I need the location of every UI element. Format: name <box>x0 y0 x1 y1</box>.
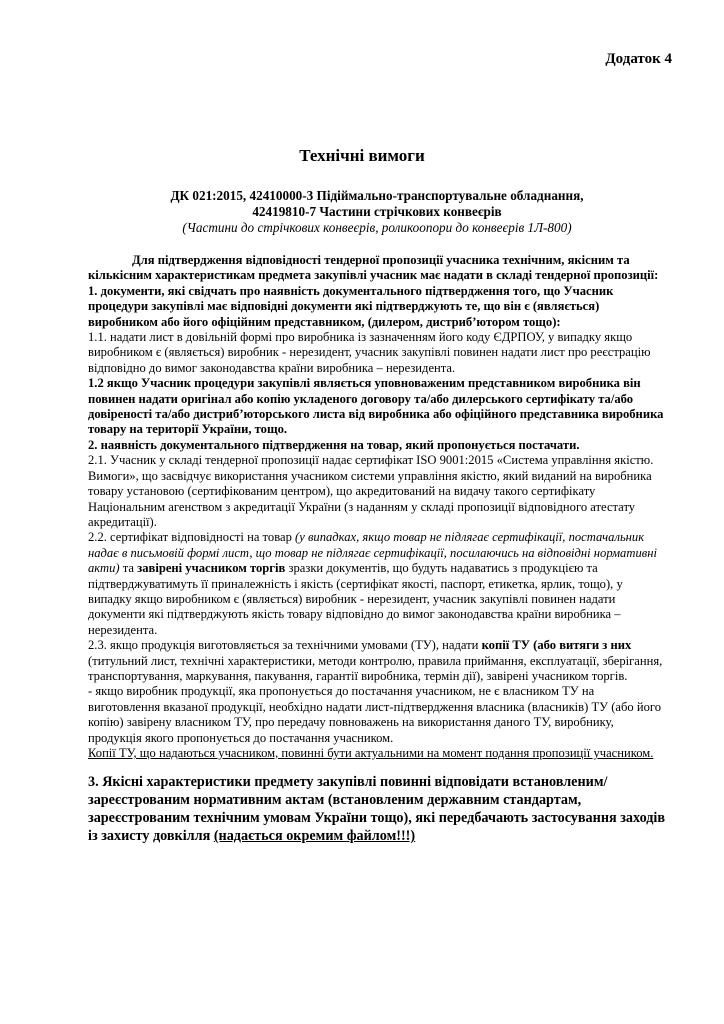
paragraph-1-1: 1.1. надати лист в довільній формі про виробника із зазначенням його коду ЄДРПОУ, у випадку якщо виробником є (являється) виробник - нерезидент, учасник закупівлі повинен надати лист про реєстрацію відповідно до вимог законодавства країни виробника – нерезидента. <box>88 330 651 375</box>
paragraph-2-2-text-a: 2.2. сертифікат відповідності на товар <box>88 530 296 545</box>
paragraph-2-3-text-a: 2.3. якщо продукція виготовляється за технічними умовами (ТУ), надати <box>88 638 482 653</box>
dk-line-2: 42419810-7 Частини стрічкових конвеєрів <box>252 204 502 219</box>
paragraph-1-2: 1.2 якщо Учасник процедури закупівлі являється уповноваженим представником виробника він повинен надати оригінал або копію укладеного договору та/або дилерського сертифікату та/або довіреності та/або дистриб’юторського листа від виробника або офіційного представника виробника товару на території України, тощо. <box>88 376 664 437</box>
page-title: Технічні вимоги <box>299 146 425 165</box>
section-3-underlined-note: (надається окремим файлом!!!) <box>213 828 416 845</box>
paragraph-2-3 <box>88 638 666 684</box>
section-3 <box>88 773 666 845</box>
paragraph-2-2-text-b: та <box>119 561 138 576</box>
paragraph-2-1: 2.1. Учасник у складі тендерної пропозиції надає сертифікат ISO 9001:2015 «Система управління якістю. Вимоги», що засвідчує використання учасником системи управління якістю, який виданий на виробника товару установою (сертифікованим центром), що акредитований на видачу такого сертифікату Національним агенством з акредитації України (з наданням у складі пропозиції відповідного атестату акредитації). <box>88 453 654 529</box>
addendum-label: Додаток 4 <box>605 51 672 67</box>
paragraph-2-2-text-c: зразки документів, що будуть надаватись з продукцією та підтверджуватимуть її приналежність і якість (сертифікат якості, паспорт, етикетка, ярлик, тощо), у випадку якщо виробником є (являється) виробник - нерезидент, учасник закупівлі повинен надати документи які підтверджують якість товару відповідно до вимог законодавства країни виробника – нерезидента. <box>88 561 623 637</box>
intro-paragraph: Для підтвердження відповідності тендерної пропозиції учасника технічним, якісним та кількісним характеристикам предмета закупівлі учасник має надати в складі тендерної пропозиції: <box>88 253 659 283</box>
section-1-heading: 1. документи, які свідчать про наявність документального підтвердження того, що Учасник процедури закупівлі має відповідні документи які підтверджують те, що він є (являється) виробником або його офіційним представником, (дилером, дистриб’ютором тощо): <box>88 283 614 329</box>
paragraph-2-3-bold: копії ТУ (або витяги з них <box>481 638 632 653</box>
paragraph-2-2-bold: завірені учасником торгів <box>137 561 286 576</box>
requirements-body <box>88 253 666 845</box>
dk-line-3: (Частини до стрічкових конвеєрів, роликоопори до конвеєрів 1Л-800) <box>182 220 572 235</box>
paragraph-2-5-underlined: Копії ТУ, що надаються учасником, повинні бути актуальними на момент подання пропозиції учасником. <box>88 746 654 760</box>
section-3-text: 3. Якісні характеристики предмету закупівлі повинні відповідати встановленим/зареєстрованим нормативним актам (встановленим державним стандартам, зареєстрованим технічним умовам України тощо), які передбачають застосування заходів із захисту довкілля <box>88 774 666 845</box>
dk-line-1: ДК 021:2015, 42410000-3 Підіймально-транспортувальне обладнання, <box>170 188 584 203</box>
paragraph-2-4: - якщо виробник продукції, яка пропонується до постачання учасником, не є власником ТУ на виготовлення вказаної продукції, необхідно надати лист-підтвердження власника (власників) ТУ (або його копію) завірену власником ТУ, про передачу повноважень на використання даного ТУ, виробнику, продукція якого пропонується до постачання учасником. <box>88 684 662 745</box>
paragraph-2-2 <box>88 530 666 638</box>
dk-classification <box>88 188 666 236</box>
section-2-heading: 2. наявність документального підтвердження на товар, який пропонується постачати. <box>88 437 580 452</box>
paragraph-2-2-italic-note: (у випадках, якщо товар не підлягає сертифікації, постачальник надає в письмовій формі лист, що товар не підлягає сертифікації, посилаючись на відповідні нормативні акти) <box>88 530 657 576</box>
paragraph-2-3-text-b: (титульний лист, технічні характеристики, методи контролю, правила приймання, експлуатації, зберігання, транспортування, маркування, пакування, гарантії виробника, термін дії), завірені учасником торгів. <box>88 653 663 683</box>
